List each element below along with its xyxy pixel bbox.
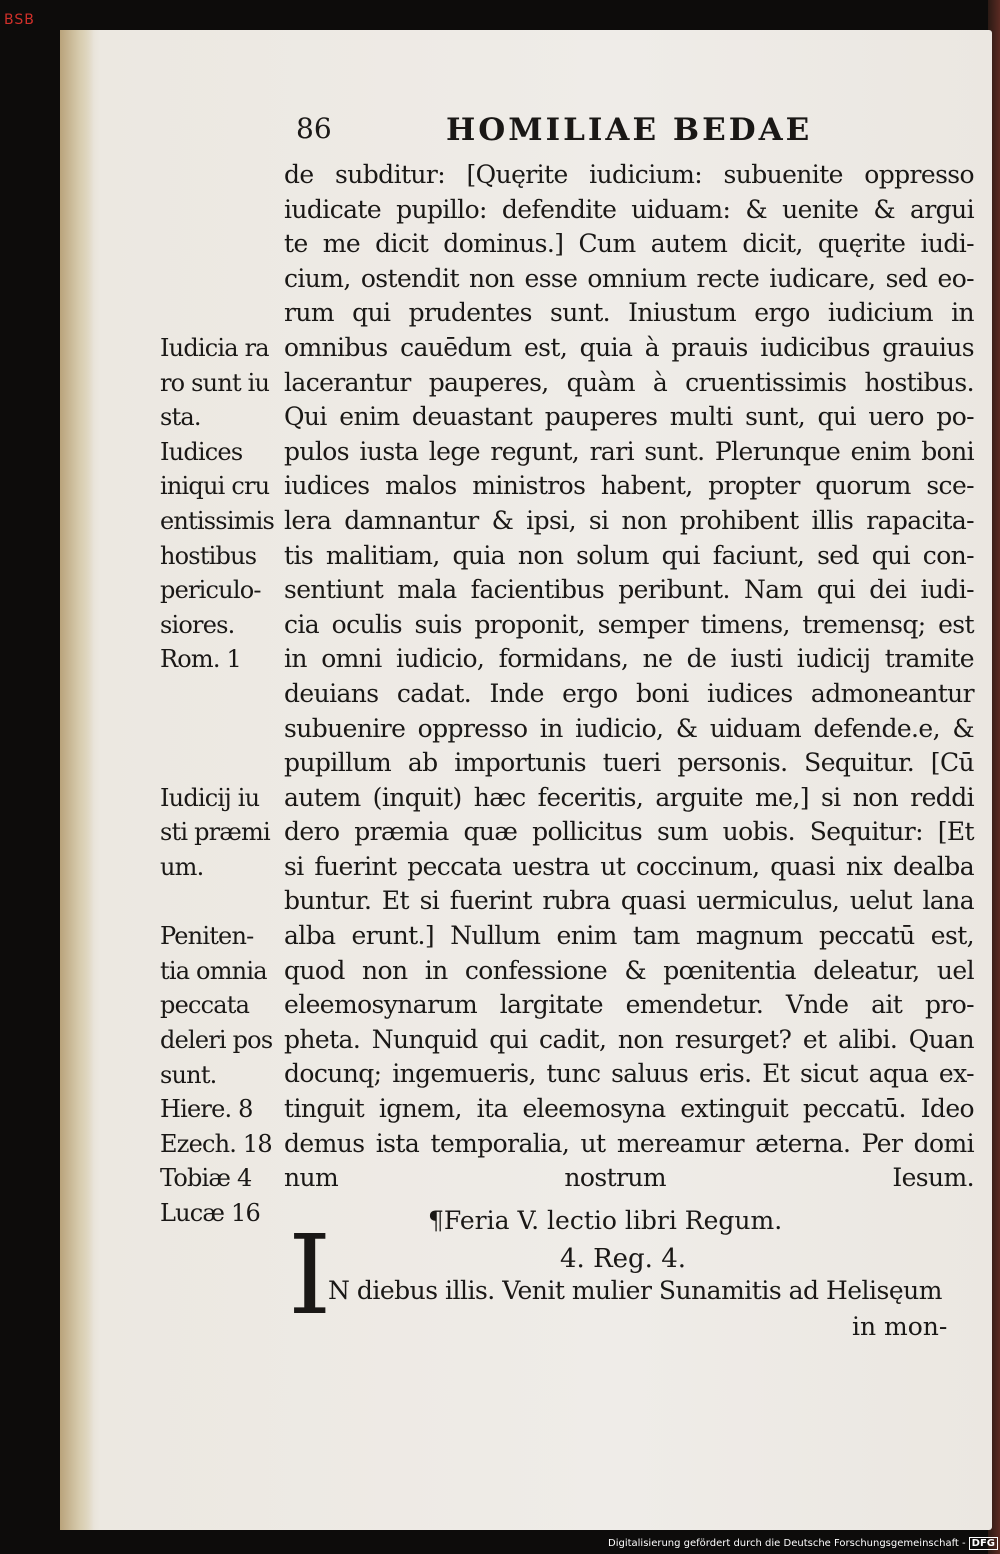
margin-note: [160, 919, 286, 1230]
margin-note-line: sti præmi: [160, 818, 270, 847]
margin-note-line: tia omnia: [160, 956, 267, 985]
scripture-reference: 4. Reg. 4.: [560, 1244, 687, 1274]
text-line: cium, ostendit non esse omnium recte iudicare, sed eo-: [284, 263, 974, 293]
text-line: te me dicit dominus.] Cum autem dicit, quęrite iudi-: [284, 229, 974, 259]
margin-note-line: Hiere. 8: [160, 1095, 253, 1124]
text-line: omnibus cauēdum est, quia à prauis iudicibus grauius: [284, 332, 974, 362]
drop-initial: I: [288, 1211, 332, 1339]
text-line: cia oculis suis proponit, semper timens, tremensq; est: [284, 609, 974, 639]
lection-heading: ¶Feria V. lectio libri Regum.: [428, 1206, 783, 1235]
margin-note-line: Tobiæ 4: [160, 1164, 252, 1193]
margin-note-line: iniqui cru: [160, 472, 270, 501]
text-line: iudices malos ministros habent, propter quorum sce-: [284, 471, 974, 501]
text-line: in omni iudicio, formidans, ne de iusti iudicij tramite: [284, 644, 974, 674]
margin-note-line: Iudicia ra: [160, 334, 269, 362]
margin-note-line: ro sunt iu: [160, 368, 270, 397]
text-line: docunq; ingemueris, tunc saluus eris. Et sicut aqua ex-: [284, 1059, 974, 1089]
text-line: iudicate pupillo: defendite uiduam: & uenite & argui: [284, 194, 974, 224]
margin-note-line: Rom. 1: [160, 645, 242, 674]
margin-note-line: deleri pos: [160, 1025, 273, 1054]
text-line: pulos iusta lege regunt, rari sunt. Plerunque enim boni: [284, 436, 974, 466]
margin-note-line: um.: [160, 852, 204, 881]
margin-note-line: Peniten-: [160, 922, 254, 951]
text-line: pheta. Nunquid qui cadit, non resurget? et alibi. Quan: [284, 1024, 974, 1054]
text-line: pupillum ab importunis tueri personis. Sequitur. [Cū: [284, 748, 974, 778]
text-line: lacerantur pauperes, quàm à cruentissimis hostibus.: [284, 367, 974, 397]
margin-note: [160, 435, 286, 677]
text-line: rum qui prudentes sunt. Iniustum ergo iudicium in: [284, 298, 974, 328]
dfg-logo: DFG: [969, 1537, 998, 1550]
opening-line: N diebus illis. Venit mulier Sunamitis ad Helisęum: [328, 1276, 942, 1305]
margin-note-line: Ezech. 18: [160, 1129, 272, 1158]
page-gutter: [60, 30, 94, 1530]
margin-note: [160, 331, 286, 435]
margin-note-line: periculo-: [160, 576, 261, 605]
margin-note-line: Iudices: [160, 437, 243, 466]
margin-note-line: Iudicij iu: [160, 783, 260, 812]
margin-note: [160, 781, 286, 885]
text-line: eleemosynarum largitate emendetur. Vnde ait pro-: [284, 990, 974, 1020]
margin-note-line: siores.: [160, 610, 235, 639]
running-title: HOMILIAE BEDAE: [446, 112, 813, 148]
text-line: de subditur: [Quęrite iudicium: subuenite oppresso: [284, 160, 974, 189]
text-line: dero præmia quæ pollicitus sum uobis. Sequitur: [Et: [284, 817, 974, 847]
text-line: quod non in confessione & pœnitentia deleatur, uel: [284, 955, 974, 985]
text-line: autem (inquit) hæc feceritis, arguite me,] si non reddi: [284, 782, 974, 812]
text-line: lera damnantur & ipsi, si non prohibent illis rapacita-: [284, 505, 974, 535]
digitization-footer: [608, 1537, 998, 1550]
text-line: tinguit ignem, ita eleemosyna extinguit peccatū. Ideo: [284, 1094, 974, 1124]
lection-heading-row: [0, 1206, 1000, 1246]
margin-note-line: entissimis: [160, 506, 275, 535]
text-line: subuenire oppresso in iudicio, & uiduam defende.e, &: [284, 713, 974, 743]
page-header: [0, 112, 1000, 152]
text-line: deuians cadat. Inde ergo boni iudices admoneantur: [284, 678, 974, 708]
margin-note-line: sta.: [160, 403, 201, 432]
text-line: Qui enim deuastant pauperes multi sunt, qui uero po-: [284, 402, 974, 432]
text-line: alba erunt.] Nullum enim tam magnum peccatū est,: [284, 921, 974, 951]
opening-line-continued: in mon-: [852, 1312, 948, 1341]
text-line: si fuerint peccata uestra ut coccinum, quasi nix dealba: [284, 851, 974, 881]
margin-note-line: hostibus: [160, 541, 257, 570]
page-number: 86: [296, 112, 332, 145]
margin-note-line: peccata: [160, 991, 250, 1020]
main-text: [284, 158, 974, 1196]
text-line: tis malitiam, quia non solum qui faciunt, sed qui con-: [284, 540, 974, 570]
margin-note-line: Lucæ 16: [160, 1198, 260, 1227]
text-line: buntur. Et si fuerint rubra quasi uermiculus, uelut lana: [284, 886, 974, 916]
text-line: sentiunt mala facientibus peribunt. Nam qui dei iudi-: [284, 575, 974, 605]
footer-text: Digitalisierung gefördert durch die Deutsche Forschungsgemeinschaft -: [608, 1538, 966, 1549]
text-line: num nostrum Iesum.: [284, 1163, 974, 1193]
library-logo: BSB: [4, 12, 35, 28]
margin-note-line: sunt.: [160, 1060, 217, 1089]
text-line: demus ista temporalia, ut mereamur æterna. Per domi: [284, 1128, 974, 1158]
